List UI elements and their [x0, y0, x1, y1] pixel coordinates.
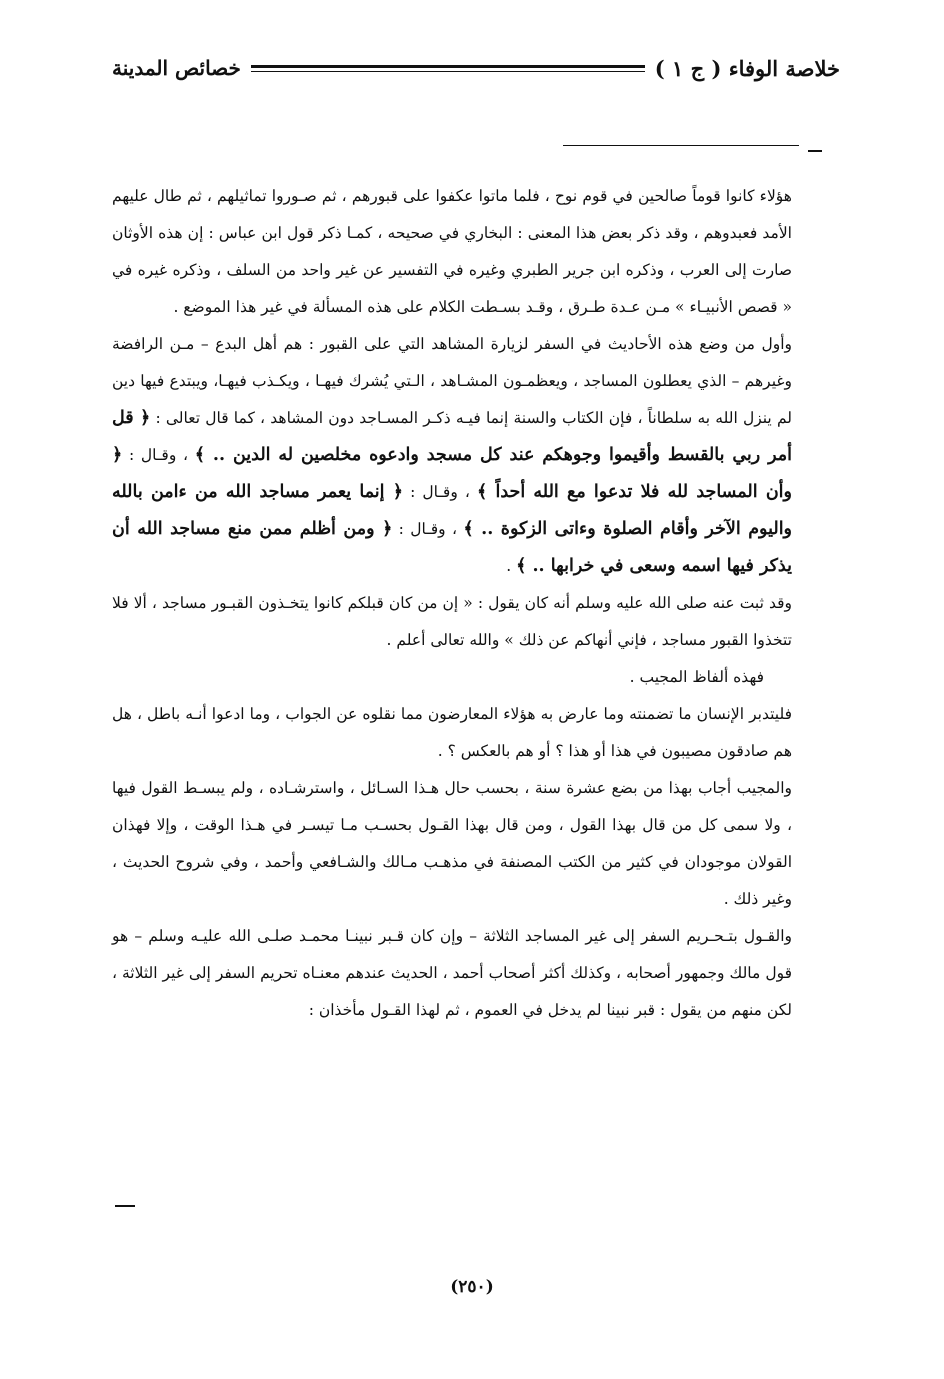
paragraph-6: والمجيب أجاب بهذا من بضع عشرة سنة ، بحسب حال هـذا السـائل ، واسترشـاده ، ولم يبسـط القول فيها ، ولا سمى كل من قال بهذا القول ، ومن قال بهذا القـول بحسـب مـا تيسـر في هـذا الوقت ، وإلا فهذان القولان موجودان في كثير من الكتب المصنفة في مذهـب مـالك والشـافعي وأحمد ، وفي شروح الحديث ، وغير ذلك .: [112, 779, 792, 908]
paragraph-7: والقـول بتـحـريم السفر إلى غير المساجد الثلاثة – وإن كان قـبر نبينـا محمـد صلـى الله عليـه وسلم – هو قول مالك وجمهور أصحابه ، وكذلك أكثر أصحاب أحمد ، الحديث عندهم معنـاه تحريم السفر إلى غير الثلاثة ، لكن منهم من يقول : قبر نبينا لم يدخل في العموم ، ثم لهذا القـول مأخذان :: [112, 927, 792, 1019]
verse-4: ﴿ ومن أظلم ممن منع مساجد الله أن يذكر فيها اسمه وسعى في خرابها .. ﴾: [112, 519, 792, 576]
paragraph-1: هؤلاء كانوا قوماً صالحين في قوم نوح ، فلما ماتوا عكفوا على قبورهم ، ثم صـوروا تماثيلهم ، ثم طال عليهم الأمد فعبدوهم ، وقد ذكر بعض هذا المعنى : البخاري في صحيحه ، كمـا ذكر قول ابن عباس : إن هذه الأوثان صارت إلى العرب ، وذكره ابن جرير الطبري وغيره في التفسير عن غير واحد من السلف ، وذكره غيره في « قصص الأنبيـاء » مـن عـدة طـرق ، وقـد بسـطت الكلام على هذه المسألة في غير هذا الموضع .: [112, 187, 792, 316]
verse-3: ﴿ إنما يعمر مساجد الله من ءامن بالله واليوم الآخر وأقام الصلوة وءاتى الزكوة .. ﴾: [112, 482, 793, 539]
paragraph-2: [112, 326, 792, 585]
paragraph-3: وقد ثبت عنه صلى الله عليه وسلم أنه كان يقول : « إن من كان قبلكم كانوا يتخـذون القبـور مساجد ، ألا فلا تتخذوا القبور مساجد ، فإني أنهاكم عن ذلك » والله تعالى أعلم .: [112, 594, 792, 649]
end-dot: .: [506, 557, 512, 575]
dash-mark-bottom: [115, 1205, 135, 1207]
say-1: ، وقـال :: [128, 446, 189, 464]
page-body: [112, 178, 792, 1029]
paragraph-5: فليتدبر الإنسان ما تضمنته وما عارض به هؤلاء المعارضون مما نقلوه عن الجواب ، وما ادعوا أنـه باطل ، هل هم صادقون مصيبون في هذا أو هذا ؟ أو هم بالعكس ؟ .: [112, 705, 792, 760]
header-rule: [251, 65, 645, 72]
footnote-separator-top: [563, 145, 799, 146]
page-number: (٢٥٠): [450, 1277, 494, 1297]
running-header: [112, 48, 840, 88]
verse-2: ﴿ وأن المساجد لله فلا تدعوا مع الله أحداً ﴾: [112, 445, 792, 502]
paragraph-2-text: وأول من وضع هذه الأحاديث في السفر لزيارة المشاهد التي على القبور : هم أهل البدع – مـن الرافضة وغيرهم – الذي يعطلون المساجد ، ويعظمـون المشـاهد ، الـتي يُشرك فيهـا ، ويكـذب فيهـا، ويبتدع فيها دين لم ينزل الله به سلطاناً ، فإن الكتاب والسنة إنما فيـه ذكـر المسـاجد دون المشاهد ، كما قال تعالى :: [112, 335, 792, 427]
say-2: ، وقـال :: [410, 483, 470, 501]
verse-1: ﴿ قل أمر ربي بالقسط وأقيموا وجوهكم عند كل مسجد وادعوه مخلصين له الدين .. ﴾: [112, 408, 793, 465]
dash-mark-top: [808, 150, 822, 152]
paragraph-4: فهذه ألفاظ المجيب .: [629, 668, 764, 686]
chapter-title: خصائص المدينة: [112, 56, 241, 80]
book-title: خلاصة الوفاء ( ج ١ ): [654, 55, 840, 81]
say-3: ، وقـال :: [398, 520, 457, 538]
